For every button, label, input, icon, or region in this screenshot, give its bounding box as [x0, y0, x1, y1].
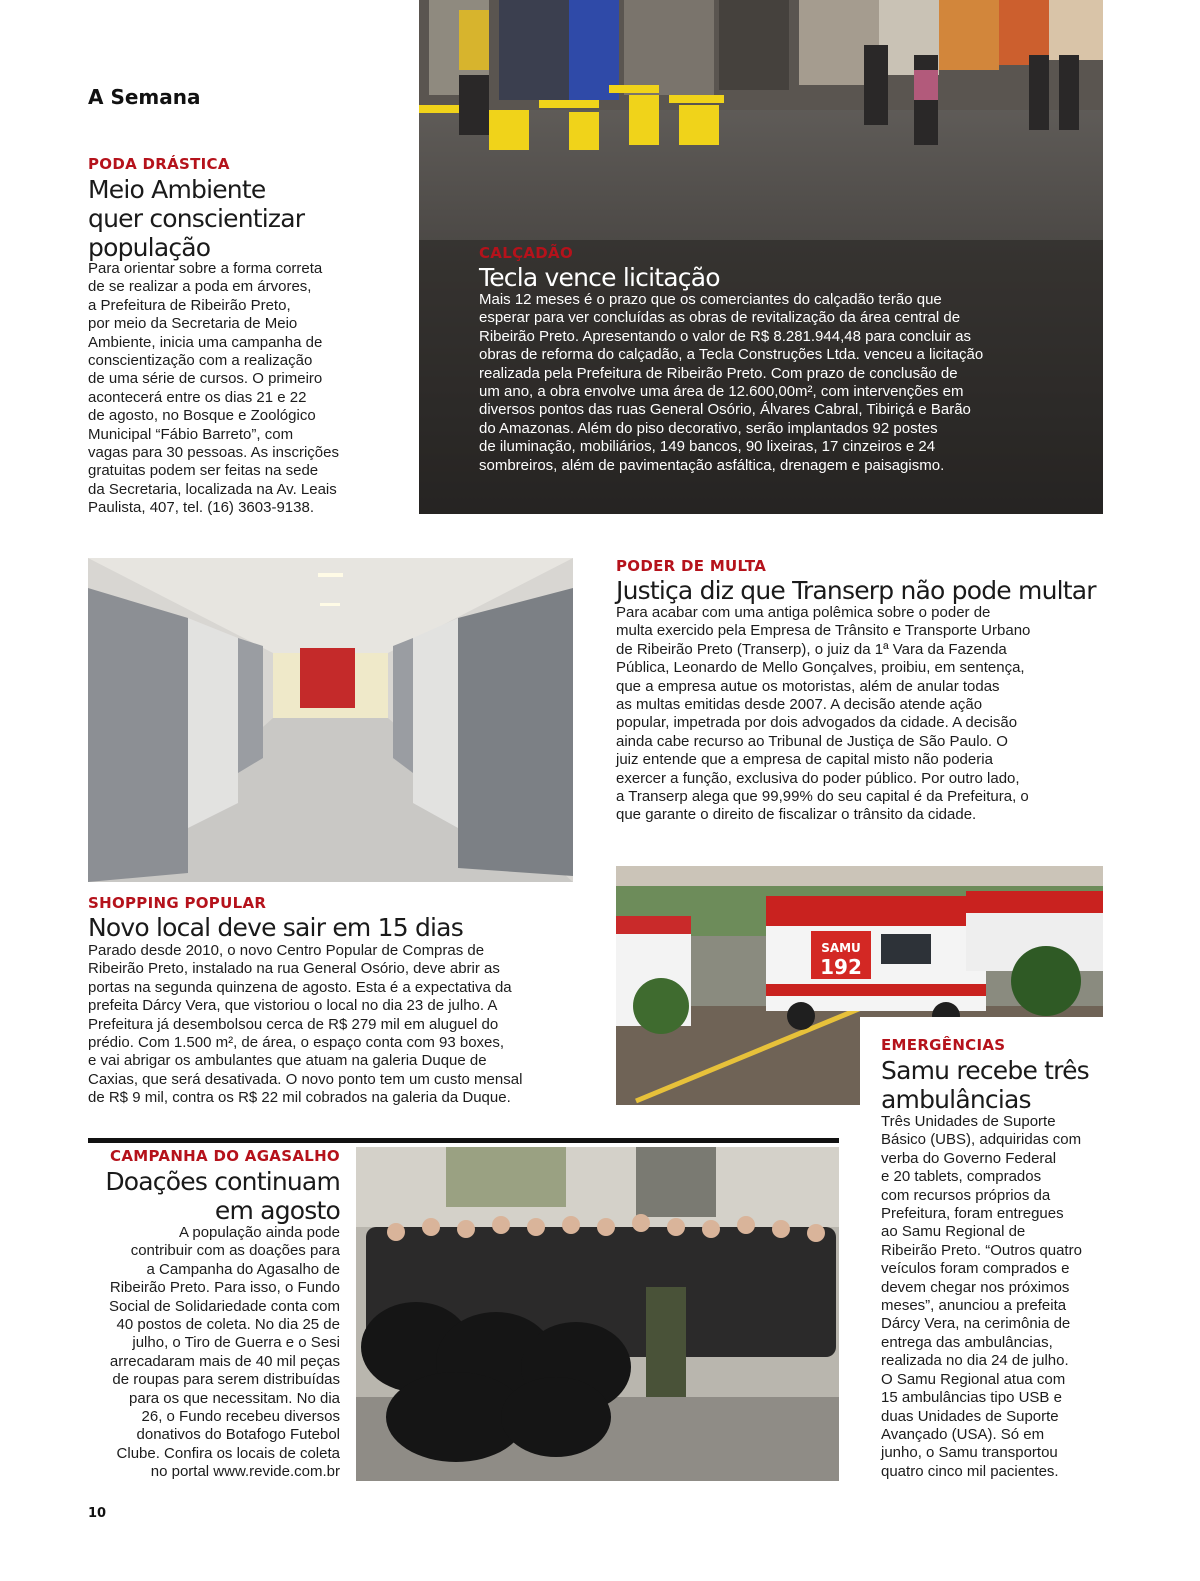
- multa-headline: Justiça diz que Transerp não pode multar: [616, 576, 1096, 605]
- agasalho-body: A população ainda pode contribuir com as doações para a Campanha do Agasalho de Ribeirão Preto. Para isso, o Fundo Social de Solidariedade conta com 40 postos de coleta. No dia 25 de julho, o Tiro de Guerra e o Sesi arrecadaram mais de 40 mil peças de roupas para serem distribuídas para os que necessitam. No dia 26, o Fundo recebeu diversos donativos do Botafogo Futebol Clube. Confira os locais de coleta no portal www.revide.com.br: [109, 1224, 340, 1481]
- shopping-headline: Novo local deve sair em 15 dias: [88, 913, 463, 942]
- multa-body: Para acabar com uma antiga polêmica sobre o poder de multa exercido pela Empresa de Trânsito e Transporte Urbano de Ribeirão Preto (Transerp), o juiz da 1ª Vara da Fazenda Pública, Leonardo de Mello Gonçalves, proibiu, em sentença, que a empresa autue os motoristas, além de anular todas as multas emitidas desde 2007. A decisão atende ação popular, impetrada por dois advogados da cidade. A decisão ainda cabe recurso ao Tribunal de Justiça de São Paulo. O juiz entende que a empresa de capital misto não poderia exercer a função, exclusiva do poder público. Por outro lado, a Transerp alega que 99,99% do seu capital é da Prefeitura, o que garante o direito de fiscalizar o trânsito da cidade.: [616, 604, 1031, 824]
- agasalho-kicker: CAMPANHA DO AGASALHO: [110, 1147, 340, 1165]
- poda-kicker: PODA DRÁSTICA: [88, 155, 230, 173]
- calcadao-body: Mais 12 meses é o prazo que os comerciantes do calçadão terão que esperar para ver concluídas as obras de revitalização da área central de Ribeirão Preto. Apresentando o valor de R$ 8.281.944,48 para concluir as obras de reforma do calçadão, a Tecla Construções Ltda. venceu a licitação realizada pela Prefeitura de Ribeirão Preto. Com prazo de conclusão de um ano, a obra envolve uma área de 12.600,00m², com intervenções em diversos pontos das ruas General Osório, Álvares Cabral, Tibiriçá e Barão do Amazonas. Além do piso decorativo, serão implantados 92 postes de iluminação, mobiliários, 149 bancos, 90 lixeiras, 17 cinzeiros e 24 sombreiros, além de pavimentação asfáltica, drenagem e paisagismo.: [479, 291, 984, 474]
- ambulance-number-text: 192: [820, 955, 862, 979]
- corridor-photo: [88, 558, 573, 882]
- emergencias-body: Três Unidades de Suporte Básico (UBS), adquiridas com verba do Governo Federal e 20 tablets, comprados com recursos próprios da Prefeitura, foram entregues ao Samu Regional de Ribeirão Preto. “Outros quatro veículos foram comprados e devem chegar nos próximos meses”, anunciou a prefeita Dárcy Vera, na cerimônia de entrega das ambulâncias, realizada no dia 24 de julho. O Samu Regional atua com 15 ambulâncias tipo USB e duas Unidades de Suporte Avançado (USA). Só em junho, o Samu transportou quatro cinco mil pacientes.: [881, 1113, 1082, 1480]
- group-photo: [356, 1147, 839, 1481]
- section-title: A Semana: [88, 85, 201, 109]
- calcadao-kicker: CALÇADÃO: [479, 244, 574, 262]
- corridor-illustration: [88, 558, 573, 882]
- poda-headline: Meio Ambiente quer conscientizar população: [88, 175, 305, 262]
- poda-body: Para orientar sobre a forma correta de se realizar a poda em árvores, a Prefeitura de Ribeirão Preto, por meio da Secretaria de Meio Ambiente, inicia uma campanha de conscientização com a realização de uma série de cursos. O primeiro acontecerá entre os dias 21 e 22 de agosto, no Bosque e Zoológico Municipal “Fábio Barreto”, com vagas para 30 pessoas. As inscrições gratuitas podem ser feitas na sede da Secretaria, localizada na Av. Leais Paulista, 407, tel. (16) 3603-9138.: [88, 260, 339, 517]
- emergencias-kicker: EMERGÊNCIAS: [881, 1036, 1006, 1054]
- group-illustration: [356, 1147, 839, 1481]
- page-number: 10: [88, 1506, 107, 1521]
- multa-kicker: PODER DE MULTA: [616, 557, 767, 575]
- section-divider: [88, 1138, 839, 1143]
- emergencias-headline: Samu recebe três ambulâncias: [881, 1056, 1089, 1114]
- shopping-body: Parado desde 2010, o novo Centro Popular de Compras de Ribeirão Preto, instalado na rua General Osório, deve abrir as portas na segunda quinzena de agosto. Esta é a expectativa da prefeita Dárcy Vera, que vistoriou o local no dia 23 de julho. A Prefeitura já desembolsou cerca de R$ 279 mil em aluguel do prédio. Com 1.500 m², de área, o espaço conta com 93 boxes, e vai abrigar os ambulantes que atuam na galeria Duque de Caxias, que será desativada. O novo ponto tem um custo mensal de R$ 9 mil, contra os R$ 22 mil cobrados na galeria da Duque.: [88, 942, 523, 1107]
- ambulance-samu-text: SAMU: [821, 941, 861, 955]
- shopping-kicker: SHOPPING POPULAR: [88, 894, 267, 912]
- agasalho-headline: Doações continuam em agosto: [105, 1167, 340, 1225]
- calcadao-headline: Tecla vence licitação: [479, 263, 720, 292]
